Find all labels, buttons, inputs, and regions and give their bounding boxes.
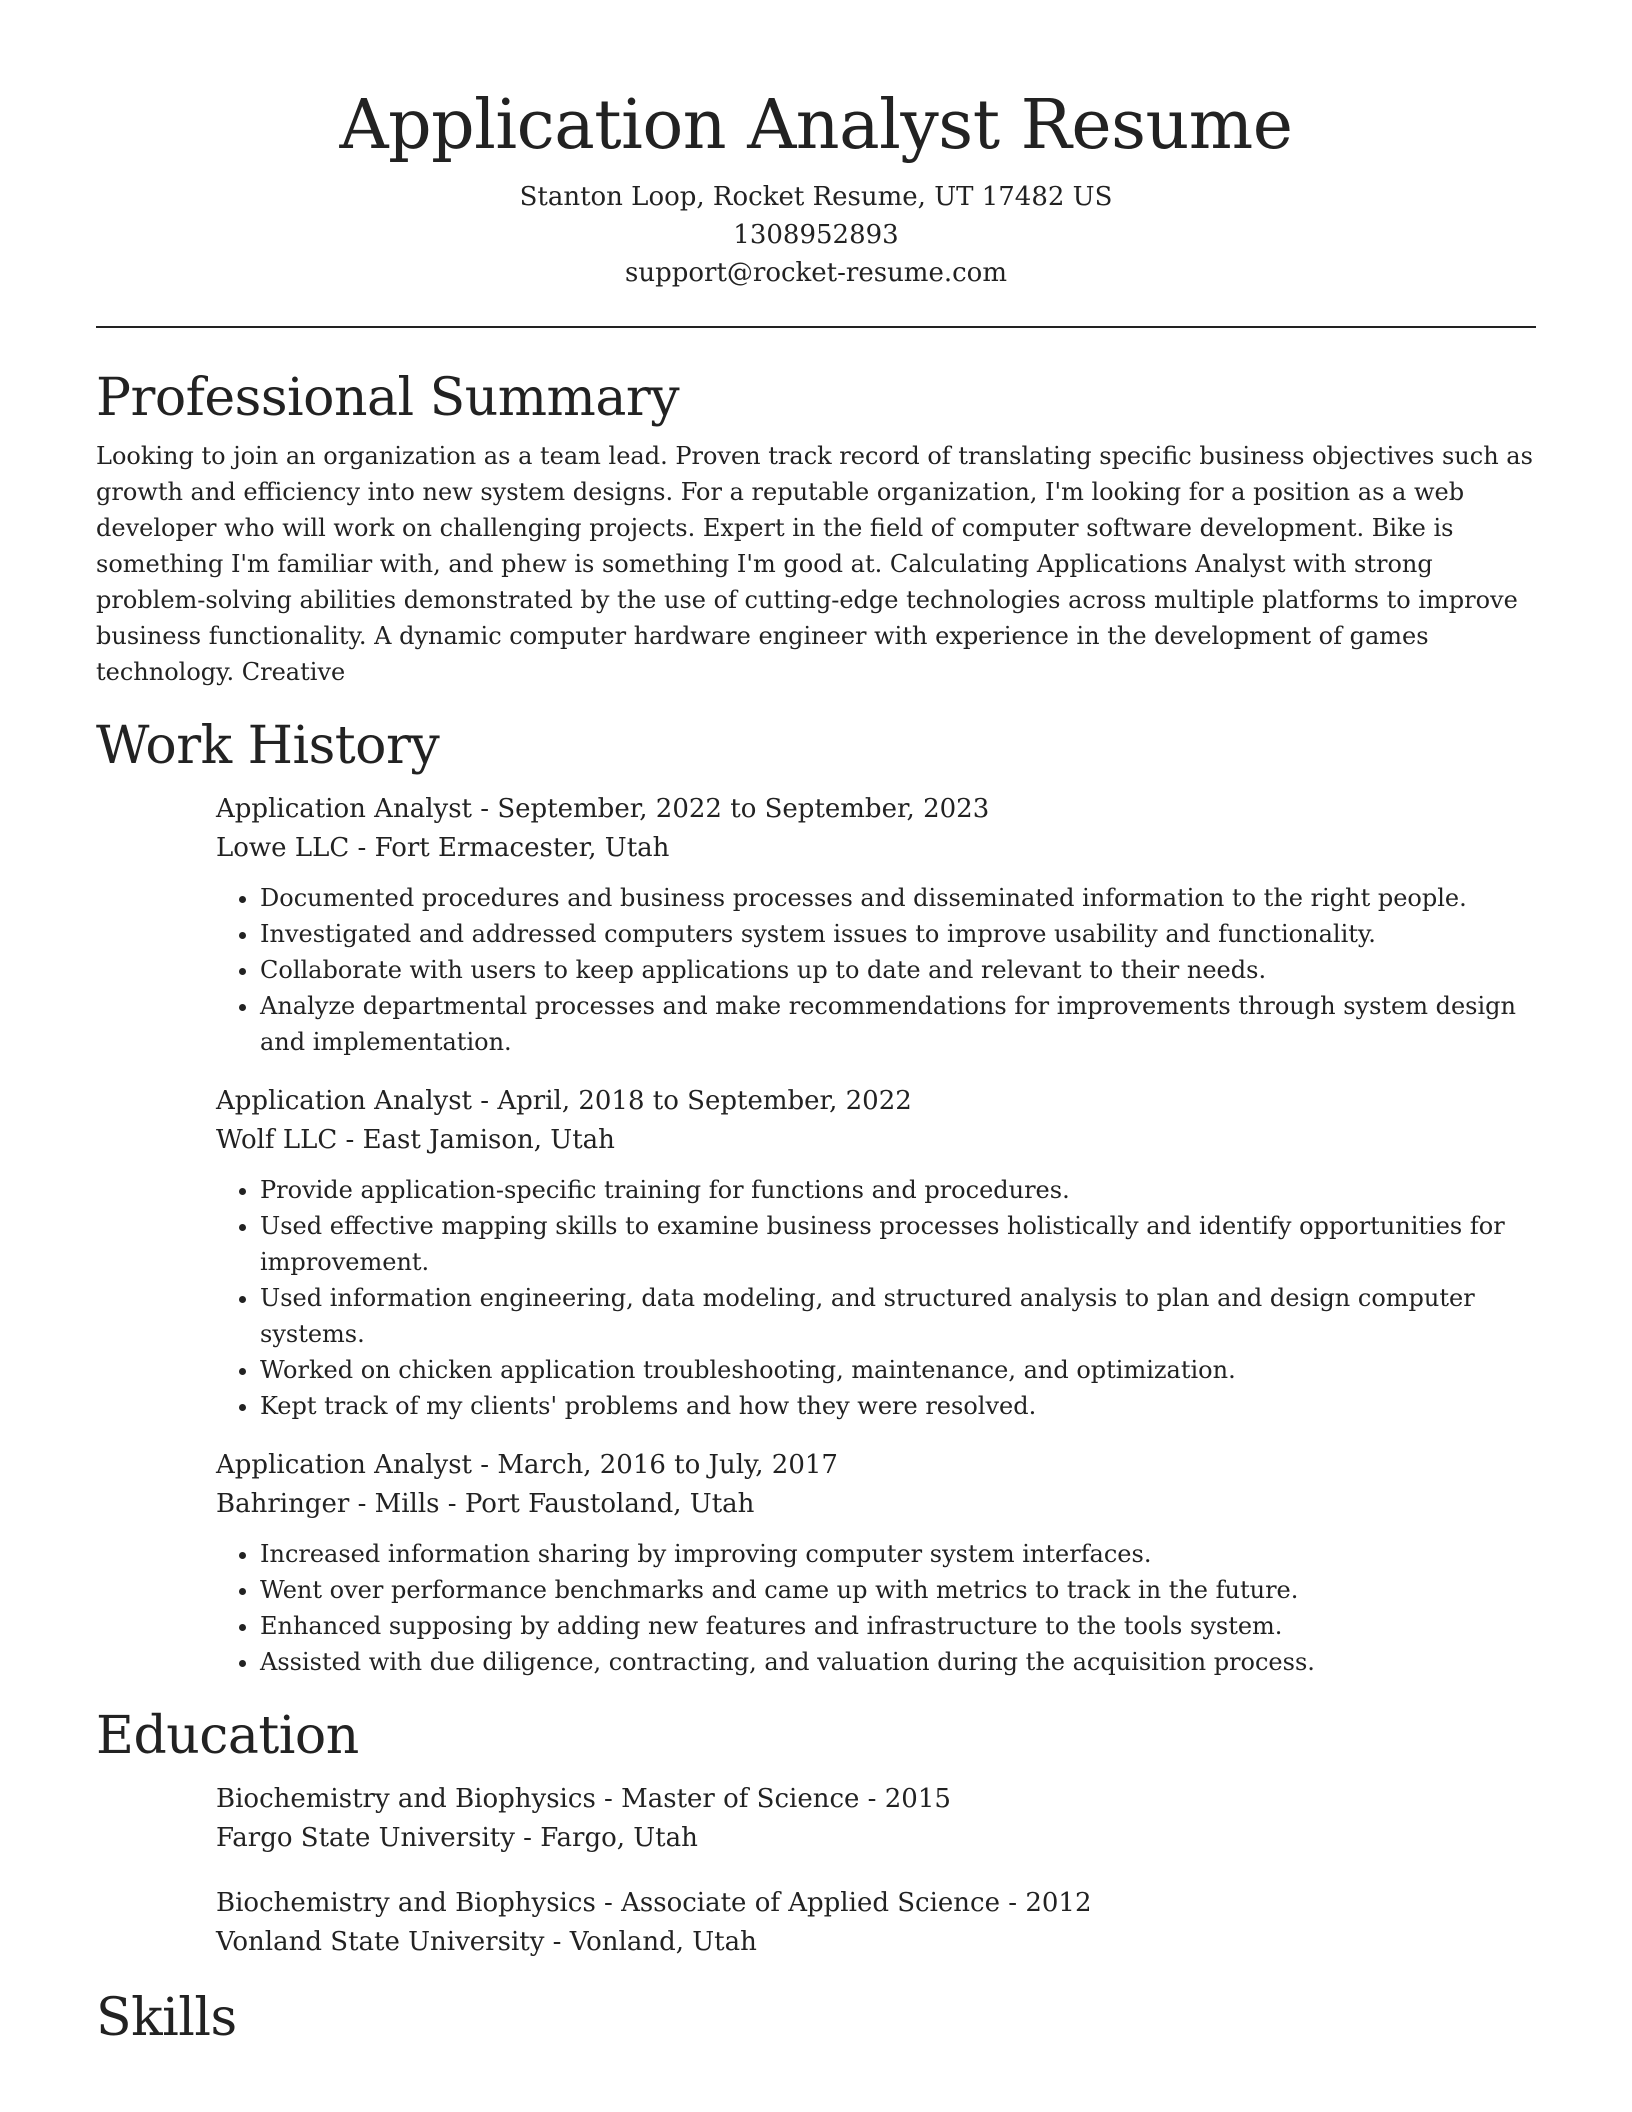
job-title-line	[216, 1082, 1536, 1121]
job-location: Fort Ermacester, Utah	[374, 833, 670, 863]
section-title-work: Work History	[96, 716, 440, 776]
work-section	[96, 714, 1536, 1680]
address: Stanton Loop, Rocket Resume, UT 17482 US	[519, 182, 1113, 212]
job-bullets	[216, 880, 1536, 1060]
job-company-line	[216, 1485, 1536, 1524]
education-field: Biochemistry and Biophysics	[216, 1888, 596, 1918]
education-location: Vonland, Utah	[569, 1927, 757, 1957]
phone: 1308952893	[733, 220, 899, 250]
job-bullet: • Used information engineering, data modeling, and structured analysis to plan and design computer systems.	[260, 1280, 1536, 1352]
resume-title: Application Analyst Resume	[339, 86, 1293, 165]
skills-section	[96, 1986, 1536, 2050]
job-entry	[216, 790, 1536, 1060]
separator: -	[514, 1823, 541, 1853]
contact-block	[96, 178, 1536, 292]
job-bullet: • Worked on chicken application troubleshooting, maintenance, and optimization.	[260, 1352, 1536, 1388]
email: support@rocket-resume.com	[624, 258, 1007, 288]
job-title-line	[216, 1446, 1536, 1485]
job-entry	[216, 1446, 1536, 1680]
job-dates: March, 2016 to July, 2017	[497, 1450, 838, 1480]
separator: -	[859, 1784, 885, 1814]
separator: -	[472, 1450, 498, 1480]
separator: -	[337, 1125, 363, 1155]
education-school-line	[216, 1923, 1536, 1962]
summary-text: Looking to join an organization as a team lead. Proven track record of translating specific business objectives such as growth and efficiency into new system designs. For a reputable organization, I'm looking for a position as a web developer who will work on challenging projects. Expert in the field of computer software development. Bike is something I'm familiar with, and phew is something I'm good at. Calculating Applications Analyst with strong problem-solving abilities demonstrated by the use of cutting-edge technologies across multiple platforms to improve business functionality. A dynamic computer hardware engineer with experience in the development of games technology. Creative	[96, 442, 1533, 686]
job-bullets	[216, 1172, 1536, 1424]
job-bullet: • Documented procedures and business processes and disseminated information to the right people.	[260, 880, 1536, 916]
separator: -	[544, 1927, 570, 1957]
job-list	[216, 790, 1536, 1680]
section-title-skills: Skills	[96, 1988, 237, 2048]
job-dates: September, 2022 to September, 2023	[497, 794, 990, 824]
separator: -	[439, 1489, 465, 1519]
job-company-line	[216, 1121, 1536, 1160]
header-divider	[96, 326, 1536, 328]
summary-section	[96, 366, 1536, 690]
separator: -	[595, 1784, 622, 1814]
job-title-line	[216, 790, 1536, 829]
education-degree-line	[216, 1884, 1536, 1923]
job-bullet: • Kept track of my clients' problems and how they were resolved.	[260, 1388, 1536, 1424]
job-title: Application Analyst	[216, 794, 473, 824]
separator: -	[1000, 1888, 1026, 1918]
separator: -	[595, 1888, 622, 1918]
education-school: Vonland State University	[216, 1927, 545, 1957]
job-bullet: • Enhanced supposing by adding new features and infrastructure to the tools system.	[260, 1608, 1536, 1644]
section-title-summary: Professional Summary	[96, 368, 680, 428]
job-bullet: • Increased information sharing by improving computer system interfaces.	[260, 1536, 1536, 1572]
job-bullet: • Analyze departmental processes and make recommendations for improvements through system design and implementation.	[260, 988, 1536, 1060]
resume-header	[96, 0, 1536, 292]
job-bullet: • Assisted with due diligence, contracting, and valuation during the acquisition process.	[260, 1644, 1536, 1680]
job-bullet: • Provide application-specific training for functions and procedures.	[260, 1172, 1536, 1208]
education-list	[216, 1780, 1536, 1962]
education-entry	[216, 1884, 1536, 1962]
job-bullets	[216, 1536, 1536, 1680]
resume-page	[96, 0, 1536, 2050]
education-year: 2015	[884, 1784, 951, 1814]
separator: -	[472, 1086, 498, 1116]
education-school-line	[216, 1819, 1536, 1858]
education-degree: Master of Science	[621, 1784, 860, 1814]
job-company: Bahringer - Mills	[216, 1489, 440, 1519]
job-entry	[216, 1082, 1536, 1424]
job-location: East Jamison, Utah	[362, 1125, 615, 1155]
job-title: Application Analyst	[216, 1086, 473, 1116]
section-title-education: Education	[96, 1706, 359, 1766]
job-bullet: • Collaborate with users to keep applications up to date and relevant to their needs.	[260, 952, 1536, 988]
education-degree-line	[216, 1780, 1536, 1819]
job-title: Application Analyst	[216, 1450, 473, 1480]
job-company: Wolf LLC	[216, 1125, 338, 1155]
education-degree: Associate of Applied Science	[621, 1888, 1001, 1918]
separator: -	[472, 794, 498, 824]
separator: -	[349, 833, 375, 863]
education-location: Fargo, Utah	[540, 1823, 698, 1853]
education-entry	[216, 1780, 1536, 1858]
education-field: Biochemistry and Biophysics	[216, 1784, 596, 1814]
job-company-line	[216, 829, 1536, 868]
job-bullet: • Investigated and addressed computers system issues to improve usability and functionality.	[260, 916, 1536, 952]
job-dates: April, 2018 to September, 2022	[497, 1086, 912, 1116]
education-year: 2012	[1025, 1888, 1092, 1918]
job-bullet: • Used effective mapping skills to examine business processes holistically and identify opportunities for improvement.	[260, 1208, 1536, 1280]
job-company: Lowe LLC	[216, 833, 350, 863]
job-location: Port Faustoland, Utah	[464, 1489, 755, 1519]
job-bullet: • Went over performance benchmarks and came up with metrics to track in the future.	[260, 1572, 1536, 1608]
education-section	[96, 1704, 1536, 1962]
education-school: Fargo State University	[216, 1823, 515, 1853]
